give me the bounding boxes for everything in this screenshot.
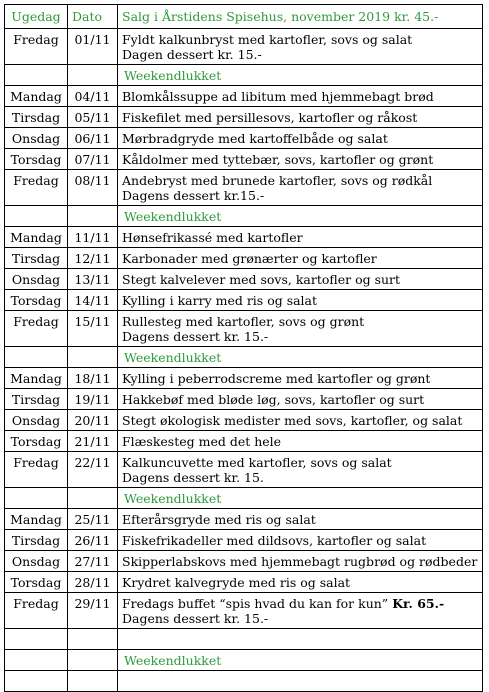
- day-cell: Mandag: [5, 368, 68, 389]
- dessert-text: Dagens dessert kr. 15.-: [122, 329, 269, 344]
- day-cell: Mandag: [5, 509, 68, 530]
- buffet-line: [122, 596, 478, 611]
- dish-cell: [118, 593, 483, 629]
- weekend-row: [5, 206, 483, 227]
- dish-cell: [118, 629, 483, 650]
- dish-cell: [118, 290, 483, 311]
- menu-row: [5, 452, 483, 488]
- menu-rows: [5, 29, 483, 692]
- dessert-text: Dagens dessert kr.15.-: [122, 188, 265, 203]
- date-cell: 29/11: [68, 593, 118, 629]
- day-cell: Tirsdag: [5, 530, 68, 551]
- dish-text: Blomkålssuppe ad libitum med hjemmebagt brød: [122, 89, 434, 104]
- day-cell: Fredag: [5, 170, 68, 206]
- date-cell: 01/11: [68, 29, 118, 65]
- menu-row: [5, 170, 483, 206]
- dish-text: Skipperlabskovs med hjemmebagt rugbrød og rødbeder: [122, 554, 478, 569]
- weekend-row: [5, 650, 483, 671]
- menu-row: [5, 572, 483, 593]
- date-cell: 13/11: [68, 269, 118, 290]
- dish-cell: [118, 227, 483, 248]
- menu-table: [4, 4, 483, 692]
- day-cell: [5, 671, 68, 692]
- dessert-text: Dagens dessert kr. 15.: [122, 470, 264, 485]
- day-cell: Mandag: [5, 227, 68, 248]
- dish-cell: [118, 149, 483, 170]
- dish-text: Hakkebøf med bløde løg, sovs, kartofler og surt: [122, 392, 425, 407]
- header-day: Ugedag: [5, 5, 68, 29]
- dish-text: Mørbradgryde med kartoffelbåde og salat: [122, 131, 388, 146]
- header-date: Dato: [68, 5, 118, 29]
- dish-cell: [118, 431, 483, 452]
- menu-row: [5, 227, 483, 248]
- menu-row: [5, 593, 483, 629]
- date-cell: 04/11: [68, 86, 118, 107]
- day-cell: Fredag: [5, 452, 68, 488]
- date-cell: 28/11: [68, 572, 118, 593]
- dish-text: Stegt kalvelever med sovs, kartofler og surt: [122, 272, 401, 287]
- dish-cell: [118, 269, 483, 290]
- menu-row: [5, 410, 483, 431]
- dish-cell: [118, 671, 483, 692]
- day-cell: Tirsdag: [5, 107, 68, 128]
- day-cell: Mandag: [5, 86, 68, 107]
- date-cell: 05/11: [68, 107, 118, 128]
- dessert-text: Dagens dessert kr. 15.-: [122, 611, 269, 626]
- dish-text: Krydret kalvegryde med ris og salat: [122, 575, 351, 590]
- dish-text: Fiskefilet med persillesovs, kartofler og råkost: [122, 110, 418, 125]
- menu-row: [5, 389, 483, 410]
- dish-cell: [118, 389, 483, 410]
- dish-text: Kalkuncuvette med kartofler, sovs og salat: [122, 455, 392, 470]
- date-cell: 22/11: [68, 452, 118, 488]
- date-cell: [68, 629, 118, 650]
- dish-cell: [118, 107, 483, 128]
- menu-row: [5, 29, 483, 65]
- date-cell: 26/11: [68, 530, 118, 551]
- menu-row: [5, 509, 483, 530]
- menu-row: [5, 248, 483, 269]
- day-cell: Onsdag: [5, 551, 68, 572]
- menu-row: [5, 86, 483, 107]
- date-cell: [68, 650, 118, 671]
- menu-row: [5, 551, 483, 572]
- date-cell: 11/11: [68, 227, 118, 248]
- date-cell: 20/11: [68, 410, 118, 431]
- day-cell: [5, 65, 68, 86]
- day-cell: Onsdag: [5, 410, 68, 431]
- date-cell: 14/11: [68, 290, 118, 311]
- menu-row: [5, 107, 483, 128]
- date-cell: [68, 65, 118, 86]
- date-cell: 06/11: [68, 128, 118, 149]
- dish-cell: [118, 530, 483, 551]
- date-cell: 21/11: [68, 431, 118, 452]
- date-cell: 25/11: [68, 509, 118, 530]
- menu-row: [5, 431, 483, 452]
- day-cell: Tirsdag: [5, 389, 68, 410]
- dish-cell: [118, 509, 483, 530]
- dish-text: Hønsefrikassé med kartofler: [122, 230, 303, 245]
- buffet-text: Fredags buffet “spis hvad du kan for kun”: [122, 596, 389, 611]
- date-cell: 12/11: [68, 248, 118, 269]
- day-cell: [5, 629, 68, 650]
- day-cell: Fredag: [5, 593, 68, 629]
- day-cell: [5, 488, 68, 509]
- date-cell: [68, 671, 118, 692]
- dish-text: Karbonader med grønærter og kartofler: [122, 251, 377, 266]
- dish-cell: [118, 452, 483, 488]
- day-cell: Fredag: [5, 311, 68, 347]
- weekend-closed-label: Weekendlukket: [118, 488, 483, 509]
- menu-row: [5, 269, 483, 290]
- weekend-closed-label: Weekendlukket: [118, 65, 483, 86]
- dish-cell: [118, 128, 483, 149]
- dish-text: Stegt økologisk medister med sovs, kartofler, og salat: [122, 413, 463, 428]
- dish-text: Efterårsgryde med ris og salat: [122, 512, 316, 527]
- dish-cell: [118, 29, 483, 65]
- menu-row: [5, 290, 483, 311]
- menu-row: [5, 368, 483, 389]
- weekend-closed-label: Weekendlukket: [118, 650, 483, 671]
- date-cell: 07/11: [68, 149, 118, 170]
- dish-cell: [118, 170, 483, 206]
- dish-text: Rullesteg med kartofler, sovs og grønt: [122, 314, 365, 329]
- dish-text: Andebryst med brunede kartofler, sovs og rødkål: [122, 173, 433, 188]
- day-cell: [5, 347, 68, 368]
- date-cell: [68, 488, 118, 509]
- dessert-text: Dagen dessert kr. 15.-: [122, 47, 262, 62]
- date-cell: 08/11: [68, 170, 118, 206]
- day-cell: Onsdag: [5, 128, 68, 149]
- date-cell: 18/11: [68, 368, 118, 389]
- day-cell: [5, 206, 68, 227]
- dish-cell: [118, 410, 483, 431]
- day-cell: Torsdag: [5, 431, 68, 452]
- dish-cell: [118, 572, 483, 593]
- date-cell: 15/11: [68, 311, 118, 347]
- weekend-closed-label: Weekendlukket: [118, 206, 483, 227]
- dish-text: Kåldolmer med tyttebær, sovs, kartofler og grønt: [122, 152, 434, 167]
- menu-row: [5, 128, 483, 149]
- day-cell: Tirsdag: [5, 248, 68, 269]
- weekend-row: [5, 347, 483, 368]
- dish-cell: [118, 311, 483, 347]
- dish-cell: [118, 551, 483, 572]
- date-cell: [68, 206, 118, 227]
- dish-text: Kylling i karry med ris og salat: [122, 293, 318, 308]
- day-cell: [5, 650, 68, 671]
- empty-row: [5, 629, 483, 650]
- date-cell: 27/11: [68, 551, 118, 572]
- buffet-price: Kr. 65.-: [392, 596, 445, 611]
- weekend-closed-label: Weekendlukket: [118, 347, 483, 368]
- dish-text: Fyldt kalkunbryst med kartofler, sovs og salat: [122, 32, 413, 47]
- menu-row: [5, 149, 483, 170]
- dish-cell: [118, 368, 483, 389]
- day-cell: Torsdag: [5, 290, 68, 311]
- header-row: [5, 5, 483, 29]
- day-cell: Fredag: [5, 29, 68, 65]
- weekend-row: [5, 65, 483, 86]
- day-cell: Onsdag: [5, 269, 68, 290]
- day-cell: Torsdag: [5, 572, 68, 593]
- dish-text: Flæskesteg med det hele: [122, 434, 282, 449]
- date-cell: 19/11: [68, 389, 118, 410]
- dish-cell: [118, 248, 483, 269]
- menu-row: [5, 311, 483, 347]
- dish-text: Kylling i peberrodscreme med kartofler og grønt: [122, 371, 431, 386]
- header-title: Salg i Årstidens Spisehus, november 2019 kr. 45.-: [118, 5, 483, 29]
- day-cell: Torsdag: [5, 149, 68, 170]
- dish-text: Fiskefrikadeller med dildsovs, kartofler og salat: [122, 533, 427, 548]
- empty-row: [5, 671, 483, 692]
- menu-row: [5, 530, 483, 551]
- weekend-row: [5, 488, 483, 509]
- dish-cell: [118, 86, 483, 107]
- date-cell: [68, 347, 118, 368]
